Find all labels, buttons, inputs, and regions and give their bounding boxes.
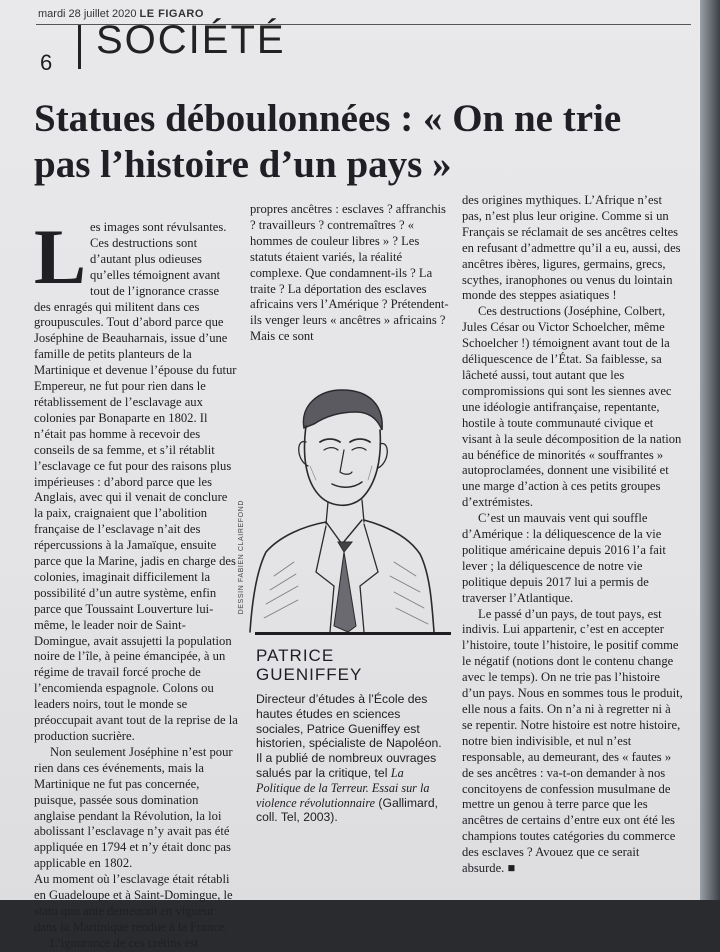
article-column-3: [462, 193, 684, 877]
article-paragraph: Le passé d’un pays, de tout pays, est indivis. Lui appartenir, c’est en accepter l’histoire, toute l’histoire, le positif comme le négatif (notions dont le contenu change avec le temps). On ne trie pas l’histoire d’un pays. Nous en sommes tous le produit, elle nous a faits. On n’a ni à regretter ni à se repentir. Notre histoire est notre histoire, notre bien indivisible, et nul n’est responsable, au demeurant, des « fautes » de ses ancêtres : va-t-on demander à nos concitoyens de confession musulmane de mettre un genou à terre parce que les ancêtres de certains d’entre eux ont été les champions toutes catégories du commerce des esclaves ? Avouez que ce serait absurde. ■: [462, 606, 683, 876]
article-paragraph: propres ancêtres : esclaves ? affranchis ? travailleurs ? contremaîtres ? « hommes de couleur libres » ? Les statuts étaient variés, la réalité complexe. Que condamnent-ils ? La traite ? La déportation des esclaves africains vers l’Amérique ? Prétendent-ils venger leurs « ancêtres » africains ? Mais ce sont: [250, 202, 449, 344]
author-last-name: GUENIFFEY: [256, 665, 363, 684]
section-rubric: SOCIÉTÉ: [96, 18, 286, 62]
page-number: 6: [40, 50, 53, 75]
bio-publisher: (Gallimard, coll. Tel, 2003).: [256, 795, 438, 825]
page-edge-background: [700, 0, 720, 900]
author-bio: [256, 692, 446, 825]
dateline-date: mardi 28 juillet 2020: [38, 8, 137, 20]
author-divider: [255, 632, 451, 635]
article-column-2: [250, 202, 450, 345]
illustration-credit: DESSIN FABIEN CLAIREFOND: [238, 500, 245, 615]
article-paragraph: C’est un mauvais vent qui souffle d’Amérique : la déliquescence de la vie politique américaine depuis 2016 l’a fait lever ; la déliquescence de notre vie politique depuis 2017 lui a permis de traverser l’Atlantique.: [462, 511, 666, 605]
article-paragraph: Au moment où l’esclavage était rétabli en Guadeloupe et à Saint-Domingue, le statu quo ante demeurait en vigueur dans la Martinique rendue à la France.: [34, 872, 233, 934]
article-column-1: [34, 213, 238, 952]
drop-cap: L: [34, 213, 87, 300]
rubric-divider: [78, 25, 81, 69]
author-name: [256, 646, 451, 684]
headline: Statues déboulonnées : « On ne trie pas l’histoire d’un pays »: [34, 97, 622, 186]
article-paragraph: Non seulement Joséphine n’est pour rien dans ces événements, mais la Martinique ne fut pas concernée, puisque, passée sous domination anglaise pendant la Révolution, la loi abolissant l’esclavage n’y avait pas été appliquée en 1794 et n’y était donc pas applicable en 1802.: [34, 744, 233, 871]
paragraph-text: es images sont révulsantes. Ces destructions sont d’autant plus odieuses qu’elles témoignent avant tout de l’ignorance crasse des enragés qui militent dans ces groupuscules. Tout d’abord parce que Joséphine de Beauharnais, issue d’une famille de petits planteurs de la Martinique et devenue l’épouse du futur Empereur, ne fut pour rien dans le rétablissement de l’esclavage aux colonies par Bonaparte en 1802. Il n’était pas homme à recevoir des conseils de sa femme, et s’il rétablit l’esclavage ce fut pour des raisons plus impérieuses : d’abord parce que les Anglais, avec qui il venait de conclure la paix, craignaient que l’abolition française de l’esclavage n’ait des répercussions à la Jamaïque, ensuite parce que la Marine, jadis en charge des colonies, imaginait difficilement la possibilité d’un autre système, enfin parce que Toussaint Louverture lui-même, le leader noir de Saint-Domingue, avait assujetti la population noire de l’île, à peine émancipée, à un régime de travail forcé proche de l’encomienda espagnole. Colons ou leaders noirs, tout le monde se préoccupait avant tout de la reprise de la production sucrière.: [34, 220, 238, 743]
bio-text: Directeur d’études à l’École des hautes études en sciences sociales, Patrice Gueniffey est historien, spécialiste de Napoléon. Il a publié de nombreux ouvrages salués par la critique, tel: [256, 692, 442, 780]
article-paragraph: Ces destructions (Joséphine, Colbert, Jules César ou Victor Schoelcher, même Schoelcher !) témoignent avant tout de la déliquescence de l’État. Sa faiblesse, sa lâcheté aussi, tout autant que les compromissions qui sont les siennes avec une idéologie antifrançaise, repentante, hostile à toute communauté civique et visant à la seule décomposition de la nation au bénéfice de minorités « souffrantes » autoproclamées, donnent une visibilité et une marge d’action à ces petits groupes d’extrémistes.: [462, 304, 682, 510]
article-paragraph: L’ignorance de ces crétins est: [50, 935, 199, 950]
dateline-paper: LE FIGARO: [139, 8, 204, 20]
bio-book-title: La Politique de la Terreur. Essai sur la violence révolutionnaire: [256, 765, 430, 810]
author-first-name: PATRICE: [256, 646, 335, 665]
article-paragraph: des origines mythiques. L’Afrique n’est pas, n’est plus leur origine. Comme si un Français se réclamait de ses ancêtres celtes en refusant d’admettre qu’il a eu, aussi, des ancêtres ibères, ligures, germains, grecs, scythes, iranophones ou venus du lointain monde des steppes asiatiques !: [462, 193, 681, 303]
article-paragraph: [34, 213, 238, 745]
author-portrait-illustration: [244, 376, 436, 634]
